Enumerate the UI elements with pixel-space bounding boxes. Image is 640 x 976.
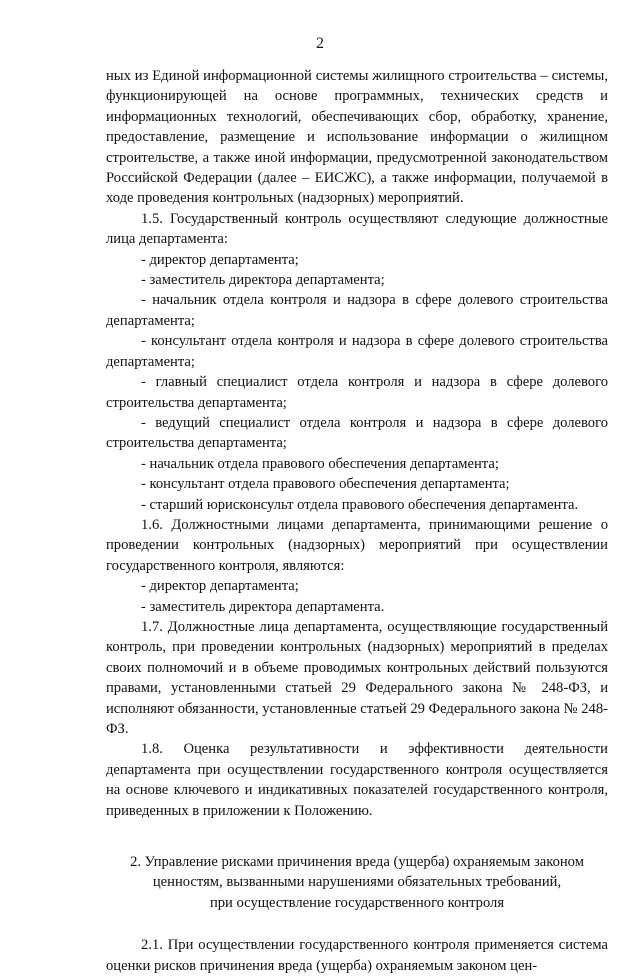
- paragraph-continuation: ных из Единой информационной системы жилищного строительства – системы, функционирующей на основе программных, технических средств и информационных технологий, обеспечивающих сбор, обработку, хранение, предоставление, размещение и использование информации о жилищном строительстве, а также иной информации, предусмотренной законодательством Российской Федерации (далее – ЕИСЖС), а также информации, получаемой в ходе проведения контрольных (надзорных) мероприятий.: [106, 68, 608, 207]
- decision-makers-list: [106, 576, 608, 617]
- list-item: - директор департамента;: [141, 578, 299, 595]
- list-item: - директор департамента;: [141, 251, 299, 268]
- paragraph-1-7: 1.7. Должностные лица департамента, осуществляющие государственный контроль, при проведении контрольных (надзорных) мероприятий в пределах своих полномочий и в объеме проводимых контрольных действий пользуются правами, установленными статьей 29 Федерального закона № 248-ФЗ, и исполняют обязанности, установленные статьей 29 Федерального закона № 248-ФЗ.: [106, 618, 608, 737]
- paragraph-2-1: 2.1. При осуществлении государственного контроля применяется система оценки рисков причинения вреда (ущерба) охраняемым законом цен-: [106, 937, 608, 974]
- list-item: - консультант отдела правового обеспечения департамента;: [141, 476, 510, 493]
- paragraph-1-6: 1.6. Должностными лицами департамента, принимающими решение о проведении контрольных (надзорных) мероприятий при осуществлении государственного контроля, являются:: [106, 516, 608, 574]
- list-item: - заместитель директора департамента;: [141, 272, 385, 289]
- heading-line: ценностям, вызванными нарушениями обязательных требований,: [152, 874, 562, 891]
- heading-line: 2. Управление рисками причинения вреда (ущерба) охраняемым законом: [130, 854, 584, 871]
- paragraph-1-8: 1.8. Оценка результативности и эффективности деятельности департамента при осуществлении государственного контроля осуществляется на основе ключевого и индикативных показателей государственного контроля, приведенных в приложении к Положению.: [106, 741, 608, 819]
- paragraph-1-5: 1.5. Государственный контроль осуществляют следующие должностные лица департамента:: [106, 210, 608, 248]
- officials-list: [106, 250, 608, 515]
- page-number: 2: [316, 35, 324, 52]
- list-item: - заместитель директора департамента.: [141, 598, 385, 615]
- list-item: - главный специалист отдела контроля и надзора в сфере долевого строительства департамента;: [106, 374, 608, 411]
- list-item: - начальник отдела правового обеспечения департамента;: [141, 455, 499, 472]
- list-item: - консультант отдела контроля и надзора в сфере долевого строительства департамента;: [106, 333, 608, 370]
- list-item: - ведущий специалист отдела контроля и надзора в сфере долевого строительства департамента;: [106, 414, 608, 452]
- list-item: - начальник отдела контроля и надзора в сфере долевого строительства департамента;: [106, 292, 608, 329]
- heading-line: при осуществление государственного контроля: [209, 894, 505, 911]
- list-item: - старший юрисконсульт отдела правового обеспечения департамента.: [141, 496, 579, 513]
- document-body: [106, 66, 608, 976]
- section-2-heading: [106, 852, 608, 913]
